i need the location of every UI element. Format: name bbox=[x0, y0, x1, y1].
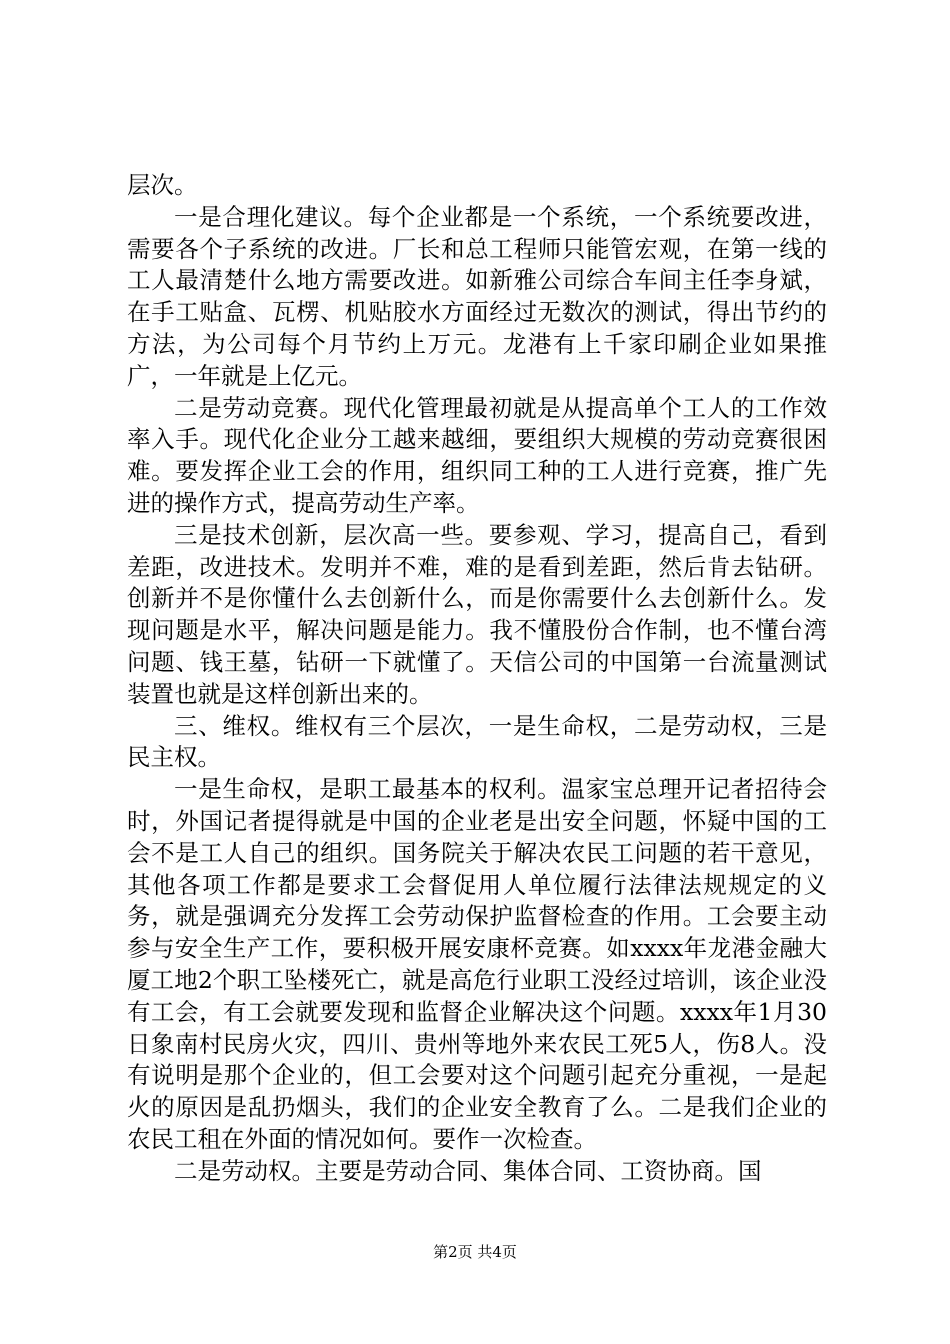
page-number-label: 第2页 共4页 bbox=[433, 1243, 517, 1261]
paragraph-labor-rights: 二是劳动权。主要是劳动合同、集体合同、工资协商。国 bbox=[174, 1156, 762, 1185]
page-footer bbox=[0, 1242, 950, 1262]
paragraph-rationalization-proposals: 一是合理化建议。每个企业都是一个系统，一个系统要改进，需要各个子系统的改进。厂长和总工程师只能管宏观，在第一线的工人最清楚什么地方需要改进。如新雅公司综合车间主任李身斌，在手工贴盒、瓦楞、机贴胶水方面经过无数次的测试，得出节约的方法，为公司每个月节约上万元。龙港有上千家印刷企业如果推广，一年就是上亿元。 bbox=[127, 202, 827, 390]
paragraph-rights-protection-heading: 三、维权。维权有三个层次，一是生命权，二是劳动权，三是民主权。 bbox=[127, 711, 827, 772]
paragraph-continuation: 层次。 bbox=[127, 171, 198, 199]
paragraph-right-to-life: 一是生命权，是职工最基本的权利。温家宝总理开记者招待会时，外国记者提得就是中国的企业老是出安全问题，怀疑中国的工会不是工人自己的组织。国务院关于解决农民工问题的若干意见，其他各项工作都是要求工会督促用人单位履行法律法规规定的义务，就是强调充分发挥工会劳动保护监督检查的作用。工会要主动参与安全生产工作，要积极开展安康杯竞赛。如xxxx年龙港金融大厦工地2个职工坠楼死亡，就是高危行业职工没经过培训，该企业没有工会，有工会就要发现和监督企业解决这个问题。xxxx年1月30日象南村民房火灾，四川、贵州等地外来农民工死5人，伤8人。没有说明是那个企业的，但工会要对这个问题引起充分重视，一是起火的原因是乱扔烟头，我们的企业安全教育了么。二是我们企业的农民工租在外面的情况如何。要作一次检查。 bbox=[127, 775, 827, 1153]
paragraph-labor-competition: 二是劳动竞赛。现代化管理最初就是从提高单个工人的工作效率入手。现代化企业分工越来越细，要组织大规模的劳动竞赛很困难。要发挥企业工会的作用，组织同工种的工人进行竞赛，推广先进的操作方式，提高劳动生产率。 bbox=[127, 393, 827, 517]
document-body bbox=[127, 170, 827, 1188]
paragraph-technical-innovation: 三是技术创新，层次高一些。要参观、学习，提高自己，看到差距，改进技术。发明并不难，难的是看到差距，然后肯去钻研。创新并不是你懂什么去创新什么，而是你需要什么去创新什么。发现问题是水平，解决问题是能力。我不懂股份合作制，也不懂台湾问题、钱王墓，钻研一下就懂了。天信公司的中国第一台流量测试装置也就是这样创新出来的。 bbox=[127, 520, 827, 708]
